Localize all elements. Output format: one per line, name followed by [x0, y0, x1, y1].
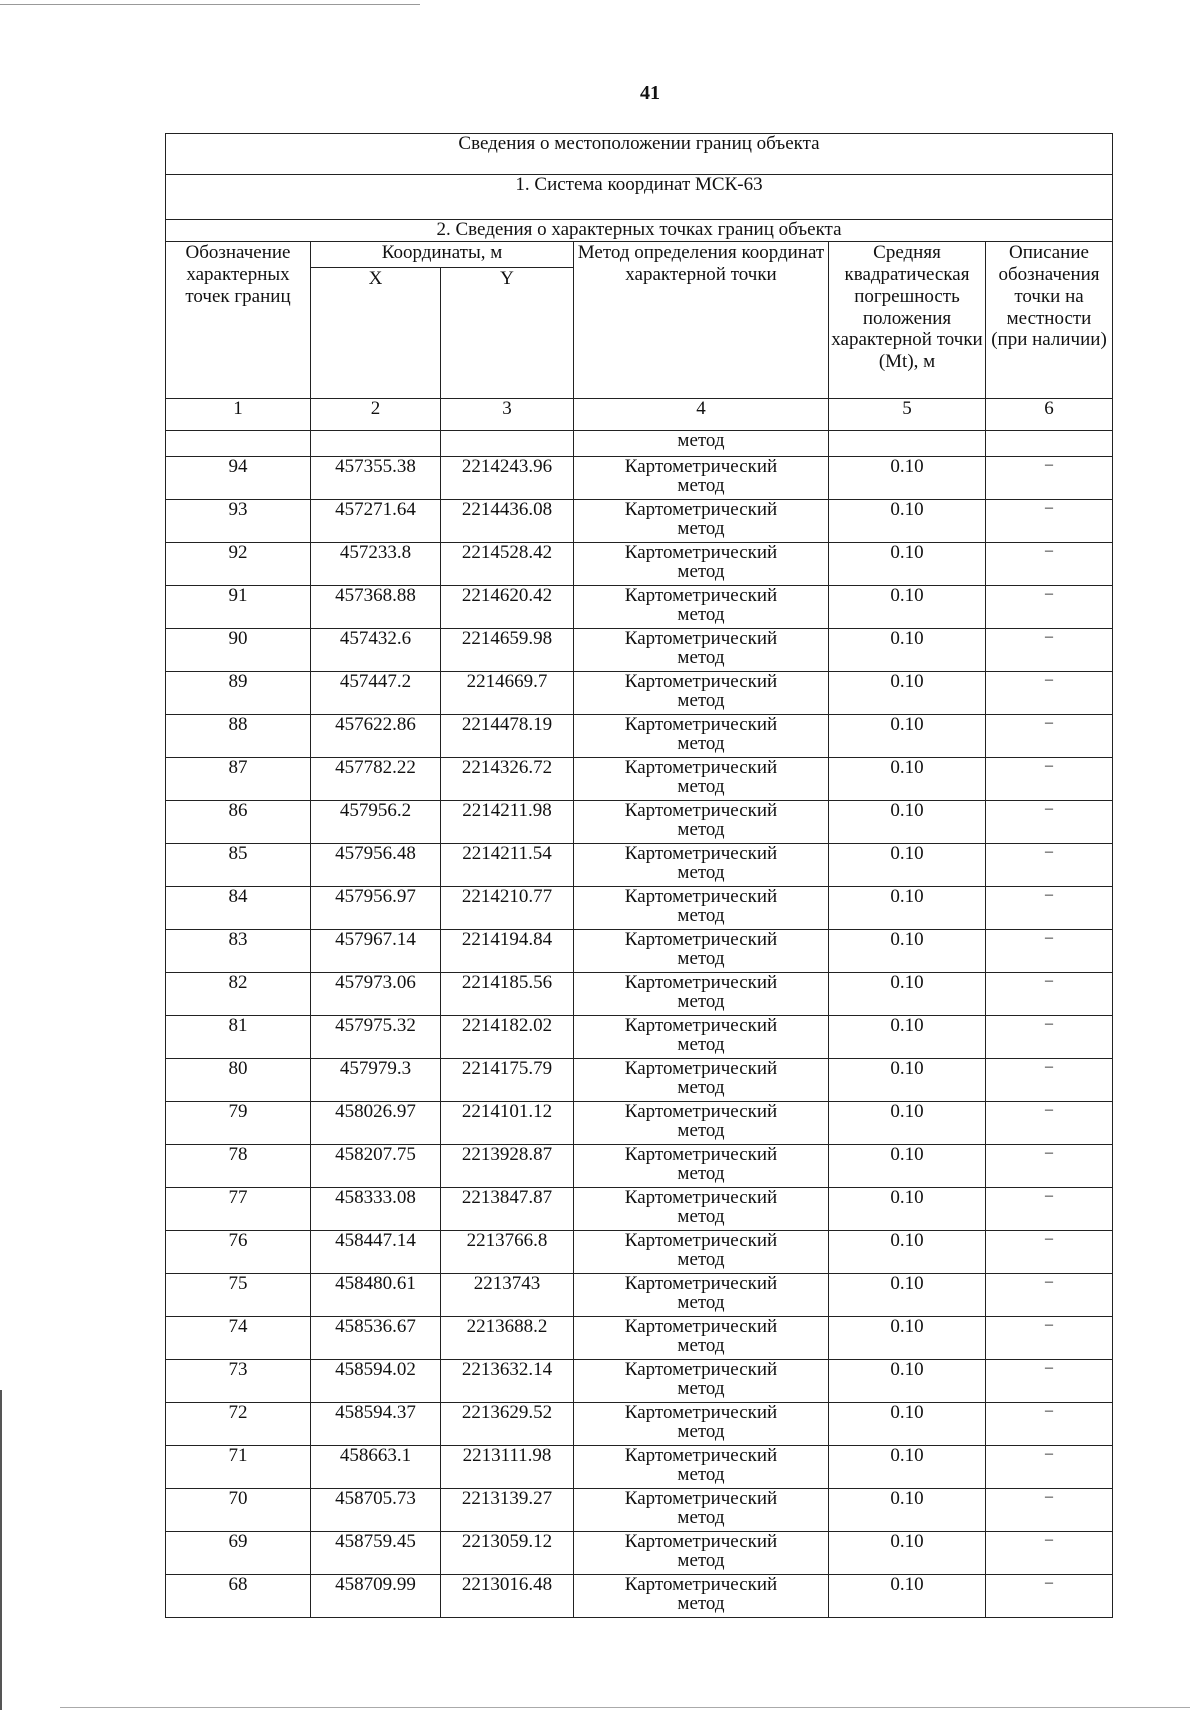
table-row	[166, 1059, 1113, 1102]
description-value: –	[986, 1360, 1113, 1403]
description-value: –	[986, 1231, 1113, 1274]
error-value: 0.10	[829, 1360, 986, 1403]
method-cell	[574, 930, 829, 973]
method-line-2: метод	[677, 1464, 725, 1485]
page-number: 41	[640, 82, 660, 104]
description-value: –	[986, 1317, 1113, 1360]
method-line-2: метод	[677, 1550, 725, 1571]
table-row	[166, 1016, 1113, 1059]
coord-y: 2214175.79	[441, 1059, 574, 1102]
method-line-1: Картометрический	[624, 1058, 778, 1079]
description-value: –	[986, 1575, 1113, 1618]
method-cell	[574, 801, 829, 844]
coord-x: 457782.22	[311, 758, 441, 801]
table-row	[166, 844, 1113, 887]
coord-y: 2214478.19	[441, 715, 574, 758]
coord-x: 458207.75	[311, 1145, 441, 1188]
table-row	[166, 715, 1113, 758]
coord-x: 457622.86	[311, 715, 441, 758]
point-number: 70	[166, 1489, 311, 1532]
error-value: 0.10	[829, 1231, 986, 1274]
point-number: 71	[166, 1446, 311, 1489]
method-line-1: Картометрический	[624, 757, 778, 778]
error-value: 0.10	[829, 1317, 986, 1360]
method-line-2: метод	[677, 1163, 725, 1184]
description-value: –	[986, 801, 1113, 844]
error-value: 0.10	[829, 1145, 986, 1188]
error-value: 0.10	[829, 715, 986, 758]
error-value: 0.10	[829, 1489, 986, 1532]
method-line-1: Картометрический	[624, 800, 778, 821]
error-value: 0.10	[829, 844, 986, 887]
table-row	[166, 930, 1113, 973]
error-value: 0.10	[829, 1274, 986, 1317]
table-row	[166, 1403, 1113, 1446]
point-number: 91	[166, 586, 311, 629]
coord-x: 457956.97	[311, 887, 441, 930]
method-line-2: метод	[677, 1378, 725, 1399]
table-row	[166, 1188, 1113, 1231]
method-line-2: метод	[677, 819, 725, 840]
description-value: –	[986, 1446, 1113, 1489]
method-line-1: Картометрический	[624, 843, 778, 864]
table-row	[166, 1489, 1113, 1532]
method-cell	[574, 1231, 829, 1274]
method-cell	[574, 629, 829, 672]
coord-y: 2213111.98	[441, 1446, 574, 1489]
method-line-2: метод	[677, 1077, 725, 1098]
table-row	[166, 1145, 1113, 1188]
description-value: –	[986, 543, 1113, 586]
coord-y: 2214101.12	[441, 1102, 574, 1145]
method-line-1: Картометрический	[624, 456, 778, 477]
point-number: 85	[166, 844, 311, 887]
table-row	[166, 801, 1113, 844]
description-value: –	[986, 887, 1113, 930]
error-value: 0.10	[829, 1016, 986, 1059]
column-number: 4	[574, 399, 829, 431]
table-row	[166, 500, 1113, 543]
continuation-method: метод	[574, 431, 829, 457]
error-value: 0.10	[829, 1446, 986, 1489]
coord-x: 458759.45	[311, 1532, 441, 1575]
coord-x: 457233.8	[311, 543, 441, 586]
method-line-1: Картометрический	[624, 1359, 778, 1380]
method-line-2: метод	[677, 1593, 725, 1614]
point-number: 86	[166, 801, 311, 844]
description-value: –	[986, 457, 1113, 500]
coord-x: 458663.1	[311, 1446, 441, 1489]
coord-x: 457975.32	[311, 1016, 441, 1059]
description-value: –	[986, 1489, 1113, 1532]
method-line-2: метод	[677, 1120, 725, 1141]
error-value: 0.10	[829, 1102, 986, 1145]
coord-y: 2213632.14	[441, 1360, 574, 1403]
method-line-2: метод	[677, 733, 725, 754]
description-value: –	[986, 586, 1113, 629]
coord-y: 2213847.87	[441, 1188, 574, 1231]
description-value: –	[986, 500, 1113, 543]
point-number: 74	[166, 1317, 311, 1360]
method-line-1: Картометрический	[624, 1445, 778, 1466]
method-cell	[574, 715, 829, 758]
method-line-2: метод	[677, 518, 725, 539]
coord-y: 2214528.42	[441, 543, 574, 586]
method-line-1: Картометрический	[624, 1144, 778, 1165]
point-number: 82	[166, 973, 311, 1016]
coord-x: 457271.64	[311, 500, 441, 543]
table-row	[166, 1532, 1113, 1575]
method-line-1: Картометрический	[624, 1101, 778, 1122]
method-cell	[574, 844, 829, 887]
point-number: 84	[166, 887, 311, 930]
coord-x: 457956.2	[311, 801, 441, 844]
description-value: –	[986, 715, 1113, 758]
description-value: –	[986, 1016, 1113, 1059]
description-value: –	[986, 758, 1113, 801]
point-number: 81	[166, 1016, 311, 1059]
description-value: –	[986, 1059, 1113, 1102]
scan-edge-left	[0, 1390, 2, 1710]
coord-y: 2213743	[441, 1274, 574, 1317]
coord-y: 2214211.98	[441, 801, 574, 844]
coord-x: 458536.67	[311, 1317, 441, 1360]
table-row	[166, 1575, 1113, 1618]
table-row	[166, 457, 1113, 500]
point-number: 75	[166, 1274, 311, 1317]
coord-y: 2214243.96	[441, 457, 574, 500]
method-line-1: Картометрический	[624, 972, 778, 993]
method-cell	[574, 1317, 829, 1360]
error-value: 0.10	[829, 543, 986, 586]
table-row	[166, 758, 1113, 801]
description-value: –	[986, 844, 1113, 887]
method-cell	[574, 457, 829, 500]
error-value: 0.10	[829, 1188, 986, 1231]
point-number: 88	[166, 715, 311, 758]
section-heading: 2. Сведения о характерных точках границ объекта	[166, 220, 1113, 242]
header-description: Описание обозначения точки на местности (при наличии)	[986, 242, 1113, 399]
method-line-2: метод	[677, 1421, 725, 1442]
error-value: 0.10	[829, 758, 986, 801]
point-number: 68	[166, 1575, 311, 1618]
method-cell	[574, 543, 829, 586]
point-number: 73	[166, 1360, 311, 1403]
method-line-2: метод	[677, 1206, 725, 1227]
method-line-1: Картометрический	[624, 1273, 778, 1294]
coord-x: 457967.14	[311, 930, 441, 973]
point-number: 78	[166, 1145, 311, 1188]
method-cell	[574, 1403, 829, 1446]
method-cell	[574, 1102, 829, 1145]
method-line-2: метод	[677, 1507, 725, 1528]
method-cell	[574, 887, 829, 930]
table-row	[166, 1317, 1113, 1360]
point-number: 69	[166, 1532, 311, 1575]
coord-x: 457447.2	[311, 672, 441, 715]
method-line-1: Картометрический	[624, 1574, 778, 1595]
header-point-designation: Обозначение характерных точек границ	[166, 242, 311, 399]
coord-x: 458709.99	[311, 1575, 441, 1618]
coordinate-system: 1. Система координат МСК-63	[166, 175, 1113, 220]
coord-y: 2214620.42	[441, 586, 574, 629]
coord-x: 457979.3	[311, 1059, 441, 1102]
coord-x: 457355.38	[311, 457, 441, 500]
description-value: –	[986, 1188, 1113, 1231]
method-line-2: метод	[677, 1249, 725, 1270]
error-value: 0.10	[829, 1059, 986, 1102]
coord-y: 2214185.56	[441, 973, 574, 1016]
method-cell	[574, 1016, 829, 1059]
point-number: 87	[166, 758, 311, 801]
point-number: 90	[166, 629, 311, 672]
method-line-1: Картометрический	[624, 886, 778, 907]
error-value: 0.10	[829, 500, 986, 543]
error-value: 0.10	[829, 457, 986, 500]
header-method: Метод определения координат характерной точки	[574, 242, 829, 399]
table-row	[166, 586, 1113, 629]
method-line-1: Картометрический	[624, 1015, 778, 1036]
method-cell	[574, 758, 829, 801]
coord-x: 458594.37	[311, 1403, 441, 1446]
method-cell	[574, 1145, 829, 1188]
method-line-2: метод	[677, 948, 725, 969]
point-number: 92	[166, 543, 311, 586]
coord-y: 2214194.84	[441, 930, 574, 973]
method-line-1: Картометрический	[624, 714, 778, 735]
method-line-1: Картометрический	[624, 1402, 778, 1423]
error-value: 0.10	[829, 1532, 986, 1575]
coord-x: 458705.73	[311, 1489, 441, 1532]
coord-y: 2214182.02	[441, 1016, 574, 1059]
table-row	[166, 1102, 1113, 1145]
coord-x: 457973.06	[311, 973, 441, 1016]
point-number: 76	[166, 1231, 311, 1274]
method-cell	[574, 1360, 829, 1403]
column-number: 1	[166, 399, 311, 431]
method-line-1: Картометрический	[624, 1316, 778, 1337]
description-value: –	[986, 973, 1113, 1016]
coord-y: 2213766.8	[441, 1231, 574, 1274]
method-cell	[574, 1188, 829, 1231]
coord-y: 2213928.87	[441, 1145, 574, 1188]
method-line-1: Картометрический	[624, 628, 778, 649]
column-number: 6	[986, 399, 1113, 431]
coord-y: 2213016.48	[441, 1575, 574, 1618]
description-value: –	[986, 672, 1113, 715]
error-value: 0.10	[829, 973, 986, 1016]
scan-edge-top	[0, 4, 420, 5]
column-number: 5	[829, 399, 986, 431]
column-number: 2	[311, 399, 441, 431]
method-cell	[574, 1059, 829, 1102]
description-value: –	[986, 1145, 1113, 1188]
table-row	[166, 672, 1113, 715]
header-y: Y	[441, 268, 574, 399]
coord-x: 457368.88	[311, 586, 441, 629]
method-cell	[574, 500, 829, 543]
error-value: 0.10	[829, 629, 986, 672]
method-line-1: Картометрический	[624, 671, 778, 692]
table-title: Сведения о местоположении границ объекта	[166, 134, 1113, 175]
method-line-1: Картометрический	[624, 1488, 778, 1509]
header-x: X	[311, 268, 441, 399]
coord-y: 2214326.72	[441, 758, 574, 801]
coord-y: 2214669.7	[441, 672, 574, 715]
table-row	[166, 1231, 1113, 1274]
coord-y: 2213629.52	[441, 1403, 574, 1446]
error-value: 0.10	[829, 672, 986, 715]
table-row	[166, 973, 1113, 1016]
error-value: 0.10	[829, 1403, 986, 1446]
description-value: –	[986, 930, 1113, 973]
coord-x: 458447.14	[311, 1231, 441, 1274]
point-number: 94	[166, 457, 311, 500]
point-number: 89	[166, 672, 311, 715]
table-row	[166, 629, 1113, 672]
method-line-2: метод	[677, 561, 725, 582]
point-number: 77	[166, 1188, 311, 1231]
header-error: Средняя квадратическая погрешность положения характерной точки (Mt), м	[829, 242, 986, 399]
point-number: 72	[166, 1403, 311, 1446]
coord-x: 458026.97	[311, 1102, 441, 1145]
method-cell	[574, 672, 829, 715]
method-cell	[574, 973, 829, 1016]
point-number: 83	[166, 930, 311, 973]
coord-y: 2213059.12	[441, 1532, 574, 1575]
description-value: –	[986, 1403, 1113, 1446]
point-number: 93	[166, 500, 311, 543]
method-line-2: метод	[677, 776, 725, 797]
method-line-1: Картометрический	[624, 585, 778, 606]
method-line-2: метод	[677, 1335, 725, 1356]
table-row	[166, 1446, 1113, 1489]
table-row	[166, 1360, 1113, 1403]
column-number: 3	[441, 399, 574, 431]
method-line-2: метод	[677, 1034, 725, 1055]
method-cell	[574, 1575, 829, 1618]
method-line-2: метод	[677, 647, 725, 668]
coord-y: 2214436.08	[441, 500, 574, 543]
scan-edge-bottom	[60, 1707, 1190, 1708]
description-value: –	[986, 1274, 1113, 1317]
method-line-2: метод	[677, 905, 725, 926]
error-value: 0.10	[829, 1575, 986, 1618]
description-value: –	[986, 1102, 1113, 1145]
method-cell	[574, 586, 829, 629]
table-row	[166, 1274, 1113, 1317]
method-cell	[574, 1446, 829, 1489]
coord-y: 2214211.54	[441, 844, 574, 887]
point-number: 79	[166, 1102, 311, 1145]
method-line-1: Картометрический	[624, 542, 778, 563]
method-line-1: Картометрический	[624, 1187, 778, 1208]
header-coordinates: Координаты, м	[311, 242, 574, 268]
description-value: –	[986, 1532, 1113, 1575]
method-line-1: Картометрический	[624, 1230, 778, 1251]
table-row	[166, 887, 1113, 930]
description-value: –	[986, 629, 1113, 672]
table-row	[166, 543, 1113, 586]
method-line-1: Картометрический	[624, 1531, 778, 1552]
coord-y: 2214659.98	[441, 629, 574, 672]
method-cell	[574, 1532, 829, 1575]
method-line-2: метод	[677, 991, 725, 1012]
coord-x: 458594.02	[311, 1360, 441, 1403]
method-line-2: метод	[677, 690, 725, 711]
coord-x: 457956.48	[311, 844, 441, 887]
error-value: 0.10	[829, 887, 986, 930]
continuation-row	[166, 431, 1113, 457]
column-number-row	[166, 399, 1113, 431]
point-number: 80	[166, 1059, 311, 1102]
method-line-2: метод	[677, 862, 725, 883]
coord-x: 458333.08	[311, 1188, 441, 1231]
error-value: 0.10	[829, 930, 986, 973]
method-line-1: Картометрический	[624, 499, 778, 520]
method-line-1: Картометрический	[624, 929, 778, 950]
method-line-2: метод	[677, 475, 725, 496]
boundary-coordinates-table	[165, 133, 1113, 1618]
method-line-2: метод	[677, 1292, 725, 1313]
method-cell	[574, 1274, 829, 1317]
coord-y: 2214210.77	[441, 887, 574, 930]
error-value: 0.10	[829, 586, 986, 629]
coord-x: 457432.6	[311, 629, 441, 672]
coord-x: 458480.61	[311, 1274, 441, 1317]
method-line-2: метод	[677, 604, 725, 625]
method-cell	[574, 1489, 829, 1532]
coord-y: 2213139.27	[441, 1489, 574, 1532]
coord-y: 2213688.2	[441, 1317, 574, 1360]
error-value: 0.10	[829, 801, 986, 844]
